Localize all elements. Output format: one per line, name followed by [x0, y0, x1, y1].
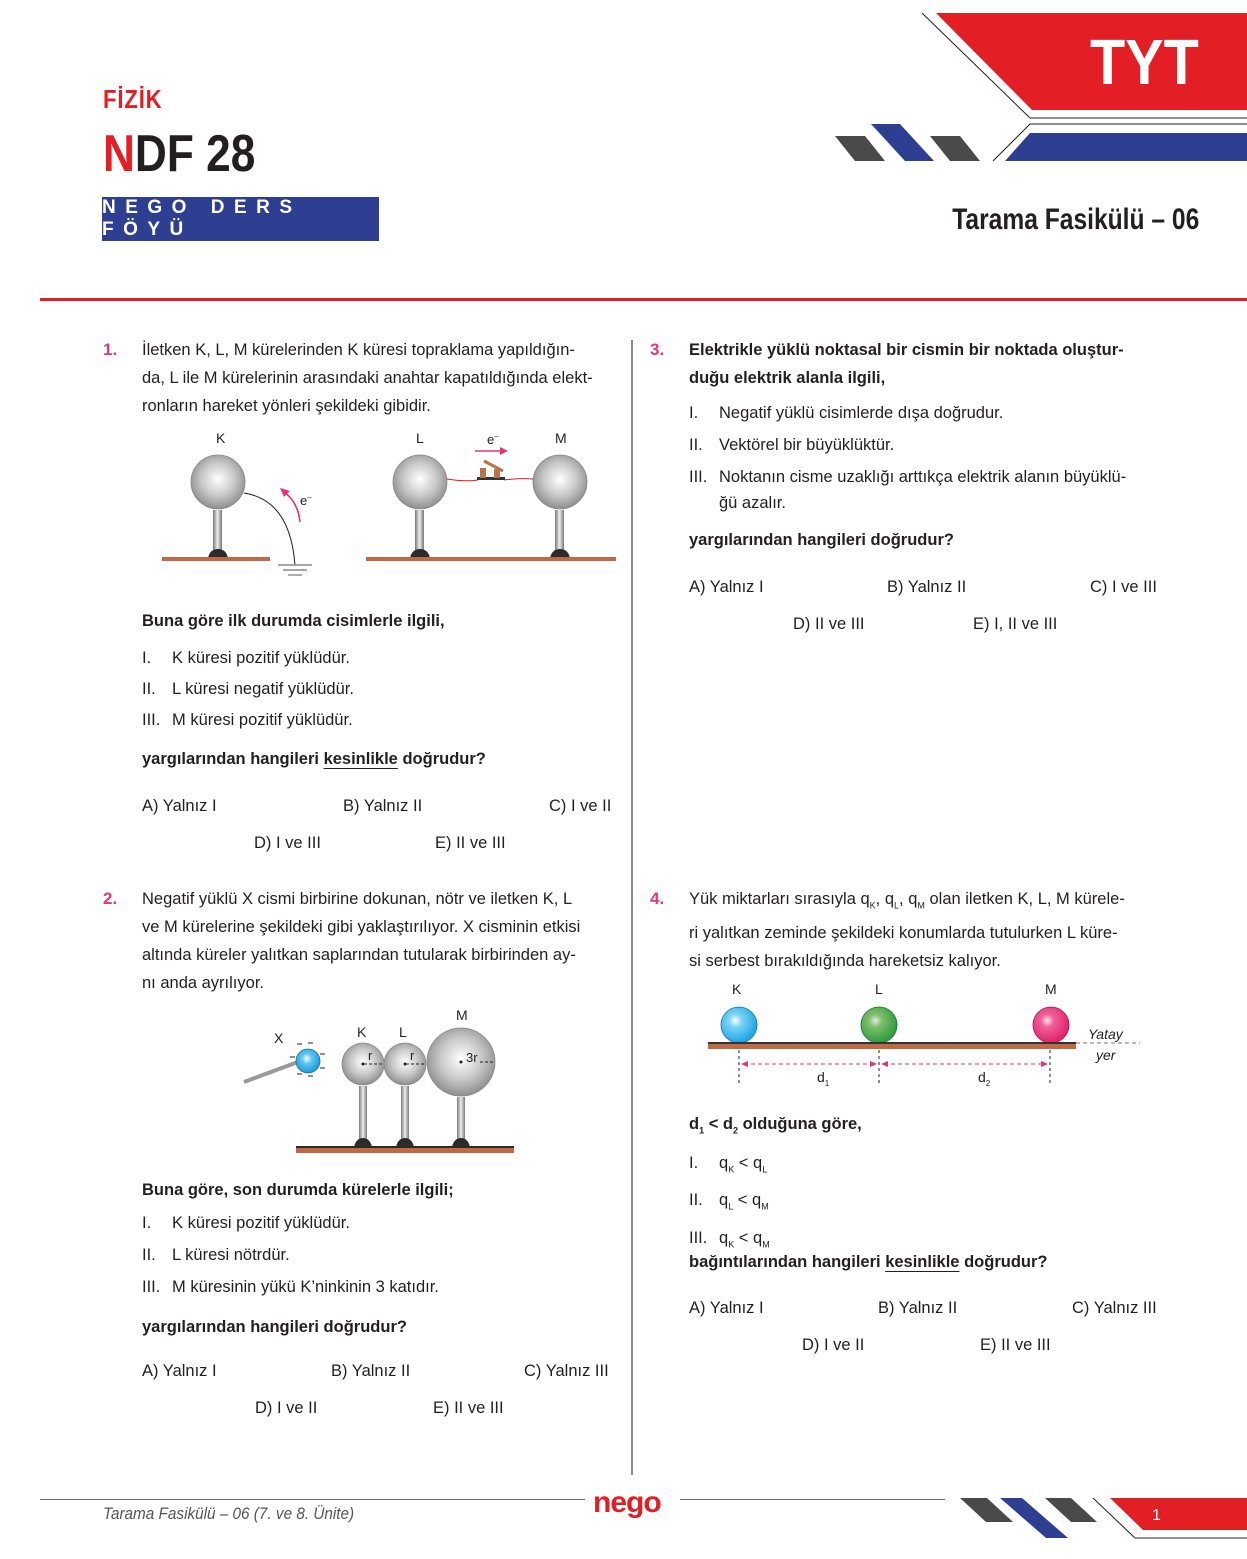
question-1-prompt	[142, 745, 486, 773]
column-divider	[631, 340, 633, 1475]
svg-text:L: L	[399, 1024, 407, 1040]
question-2-stem	[142, 885, 622, 997]
question-2-lead: Buna göre, son durumda kürelerle ilgili;	[142, 1181, 454, 1199]
stem-line: İletken K, L, M kürelerinden K küresi topraklama yapıldığın-	[142, 341, 575, 359]
svg-text:M: M	[1045, 981, 1057, 997]
subscript: M	[762, 1238, 770, 1249]
prompt-emphasis: kesinlikle	[885, 1253, 960, 1271]
prompt-text: bağıntılarından hangileri	[689, 1253, 886, 1271]
symbol: < q	[734, 1228, 763, 1247]
question-3-option-b[interactable]: B) Yalnız II	[887, 578, 967, 596]
question-2-prompt: yargılarından hangileri doğrudur?	[142, 1318, 407, 1336]
question-4-prompt	[689, 1248, 1047, 1276]
footer-title: Tarama Fasikülü – 06 (7. ve 8. Ünite)	[103, 1504, 355, 1523]
stem-line: duğu elektrik alanla ilgili,	[689, 369, 886, 387]
footer-line-left	[40, 1499, 585, 1500]
statement-item	[689, 461, 1169, 516]
question-4-stem	[689, 885, 1169, 975]
fascicle-title: Tarama Fasikülü – 06	[951, 203, 1199, 236]
question-3-option-d[interactable]: D) II ve III	[793, 615, 865, 633]
question-4-lead	[689, 1110, 862, 1144]
statement-line: ğü azalır.	[719, 494, 786, 512]
statement-text: K küresi pozitif yüklüdür.	[172, 1214, 350, 1232]
statement-item	[689, 429, 1169, 461]
relation-text	[719, 1148, 767, 1185]
subscript: K	[728, 1164, 735, 1175]
subscript: M	[761, 1201, 769, 1212]
roman-numeral: II.	[689, 436, 703, 454]
statement-item	[689, 397, 1169, 429]
svg-text:d2: $d_2$	[978, 1069, 991, 1088]
statement-text: Negatif yüklü cisimlerde dışa doğrudur.	[719, 404, 1004, 422]
svg-text:K: K	[732, 981, 742, 997]
question-4-figure	[700, 975, 1150, 1095]
svg-text:X: X	[274, 1030, 284, 1046]
question-1-option-a[interactable]: A) Yalnız I	[142, 797, 217, 815]
question-2-option-e[interactable]: E) II ve III	[433, 1399, 504, 1417]
question-1-number: 1.	[103, 340, 118, 359]
svg-text:d1: $d_1$	[817, 1069, 830, 1088]
question-1-items	[142, 643, 612, 736]
question-3-option-a[interactable]: A) Yalnız I	[689, 578, 764, 596]
roman-numeral: I.	[142, 1214, 152, 1232]
question-4-option-d[interactable]: D) I ve II	[802, 1336, 865, 1354]
svg-text:r: r	[410, 1048, 415, 1063]
statement-item	[142, 1271, 612, 1303]
publisher-logo: nego	[593, 1486, 661, 1519]
stem-text: Yük miktarları sırasıyla q	[689, 890, 870, 908]
stem-line: si serbest bırakıldığında hareketsiz kalıyor.	[689, 952, 1001, 971]
subscript: K	[869, 900, 876, 911]
question-2-option-c[interactable]: C) Yalnız III	[524, 1362, 609, 1380]
booklet-code	[103, 125, 256, 183]
svg-text:M: M	[456, 1007, 468, 1023]
symbol: < q	[733, 1191, 762, 1210]
svg-text:e–: e–	[487, 432, 499, 447]
svg-text:r: r	[368, 1048, 373, 1063]
question-1-option-e[interactable]: E) II ve III	[435, 834, 506, 852]
lead-text: olduğuna göre,	[738, 1115, 862, 1133]
subscript: M	[917, 900, 925, 911]
statement-text	[719, 464, 1126, 516]
statement-text: K küresi pozitif yüklüdür.	[172, 649, 350, 667]
question-2-option-d[interactable]: D) I ve II	[255, 1399, 318, 1417]
stem-line: da, L ile M kürelerinin arasındaki anahtar kapatıldığında elekt-	[142, 369, 593, 387]
statement-line: Noktanın cisme uzaklığı arttıkça elektrik alanın büyüklü-	[719, 468, 1127, 486]
stem-line: ri yalıtkan zeminde şekildeki konumlarda tutulurken L küre-	[689, 924, 1118, 943]
question-2-option-a[interactable]: A) Yalnız I	[142, 1362, 217, 1380]
roman-numeral: II.	[142, 1246, 156, 1264]
svg-text:3r: 3r	[466, 1050, 478, 1065]
roman-numeral: III.	[689, 1228, 708, 1247]
stem-line: Elektrikle yüklü noktasal bir cismin bir noktada oluştur-	[689, 341, 1124, 359]
subscript: 1	[699, 1125, 705, 1136]
statement-item	[142, 705, 612, 736]
prompt-text: doğrudur?	[959, 1253, 1048, 1271]
series-banner: NEGO DERS FÖYÜ	[102, 197, 379, 241]
page-number: 1	[1152, 1507, 1161, 1524]
question-1-figure	[150, 420, 630, 580]
svg-text:L: L	[875, 981, 883, 997]
question-1-stem	[142, 336, 617, 420]
roman-numeral: I.	[689, 1154, 699, 1172]
question-4-option-c[interactable]: C) Yalnız III	[1072, 1299, 1157, 1317]
subscript: L	[728, 1201, 734, 1212]
question-3-prompt: yargılarından hangileri doğrudur?	[689, 531, 954, 549]
statement-item	[142, 674, 612, 705]
question-2-items	[142, 1207, 612, 1303]
prompt-emphasis: kesinlikle	[323, 750, 398, 768]
question-3-stem	[689, 336, 1169, 392]
header-rule	[40, 298, 1247, 301]
stem-line: Yük miktarları sırasıyla $q_K$, $q_L$, $q_M$ olan iletken K, L, M kürele-	[689, 890, 1125, 911]
roman-numeral: III.	[142, 1278, 161, 1296]
booklet-code-number: DF 28	[134, 125, 256, 183]
svg-text:e–: e–	[300, 493, 312, 508]
svg-text:K: K	[357, 1024, 367, 1040]
subscript: K	[728, 1238, 735, 1249]
roman-numeral: III.	[142, 711, 161, 729]
lead-text: < d	[704, 1115, 733, 1133]
stem-line: nı anda ayrılıyor.	[142, 974, 264, 992]
statement-text: L küresi nötrdür.	[172, 1246, 290, 1264]
question-2-number: 2.	[103, 889, 118, 908]
roman-numeral: II.	[689, 1191, 703, 1210]
label-k: K	[216, 430, 226, 446]
stem-line: altında küreler yalıtkan saplarından tutularak birbirinden ay-	[142, 946, 576, 964]
stem-text: olan iletken K, L, M kürele-	[924, 890, 1125, 908]
svg-text:yer: yer	[1096, 1047, 1116, 1063]
question-3-number: 3.	[650, 340, 665, 359]
question-1-lead: Buna göre ilk durumda cisimlerle ilgili,	[142, 612, 445, 630]
question-4-option-b[interactable]: B) Yalnız II	[878, 1299, 958, 1317]
roman-numeral: II.	[142, 680, 156, 698]
statement-text: L küresi negatif yüklüdür.	[172, 680, 354, 698]
question-4-option-a[interactable]: A) Yalnız I	[689, 1299, 764, 1317]
stem-line: ronların hareket yönleri şekildeki gibidir.	[142, 397, 431, 415]
statement-item	[142, 1239, 612, 1271]
roman-numeral: III.	[689, 468, 708, 486]
symbol: q	[719, 1228, 729, 1247]
statement-text: M küresinin yükü K’ninkinin 3 katıdır.	[172, 1278, 439, 1296]
relation-item	[689, 1148, 1169, 1185]
svg-text:Yatay: Yatay	[1088, 1026, 1123, 1042]
question-1-option-d[interactable]: D) I ve III	[254, 834, 321, 852]
question-3-option-e[interactable]: E) I, II ve III	[973, 615, 1058, 633]
stem-line: Negatif yüklü X cismi birbirine dokunan, nötr ve iletken K, L	[142, 890, 573, 908]
symbol: q	[719, 1154, 729, 1172]
subscript: L	[762, 1164, 768, 1175]
relation-item	[689, 1185, 1169, 1222]
subscript: 2	[733, 1125, 739, 1136]
roman-numeral: I.	[142, 649, 152, 667]
stem-line: ve M kürelerine şekildeki gibi yaklaştırılıyor. X cisminin etkisi	[142, 918, 581, 936]
relation-text	[719, 1185, 769, 1222]
statement-item	[142, 1207, 612, 1239]
question-2-figure	[230, 1000, 530, 1160]
prompt-text: yargılarından hangileri	[142, 750, 324, 768]
statement-text: M küresi pozitif yüklüdür.	[172, 711, 353, 729]
symbol: q	[719, 1191, 729, 1210]
booklet-code-prefix: N	[103, 125, 135, 183]
roman-numeral: I.	[689, 404, 699, 422]
question-4-option-e[interactable]: E) II ve III	[980, 1336, 1051, 1354]
lead-text: d	[689, 1115, 700, 1133]
question-2-option-b[interactable]: B) Yalnız II	[331, 1362, 411, 1380]
label-m: M	[555, 430, 567, 446]
footer-stripes-graphic	[945, 1490, 1247, 1550]
prompt-text: doğrudur?	[397, 750, 486, 768]
exam-badge: TYT	[1090, 26, 1199, 98]
question-1-option-c[interactable]: C) I ve II	[549, 797, 612, 815]
statement-text: Vektörel bir büyüklüktür.	[719, 436, 895, 454]
question-4-number: 4.	[650, 889, 665, 908]
question-1-option-b[interactable]: B) Yalnız II	[343, 797, 423, 815]
subscript: L	[894, 900, 900, 911]
label-l: L	[416, 430, 424, 446]
symbol: < q	[734, 1154, 763, 1172]
footer-line-right	[680, 1499, 945, 1500]
question-3-option-c[interactable]: C) I ve III	[1090, 578, 1157, 596]
subject-label: FİZİK	[103, 84, 163, 114]
statement-item	[142, 643, 612, 674]
question-3-items	[689, 397, 1169, 516]
question-4-items	[689, 1148, 1169, 1260]
